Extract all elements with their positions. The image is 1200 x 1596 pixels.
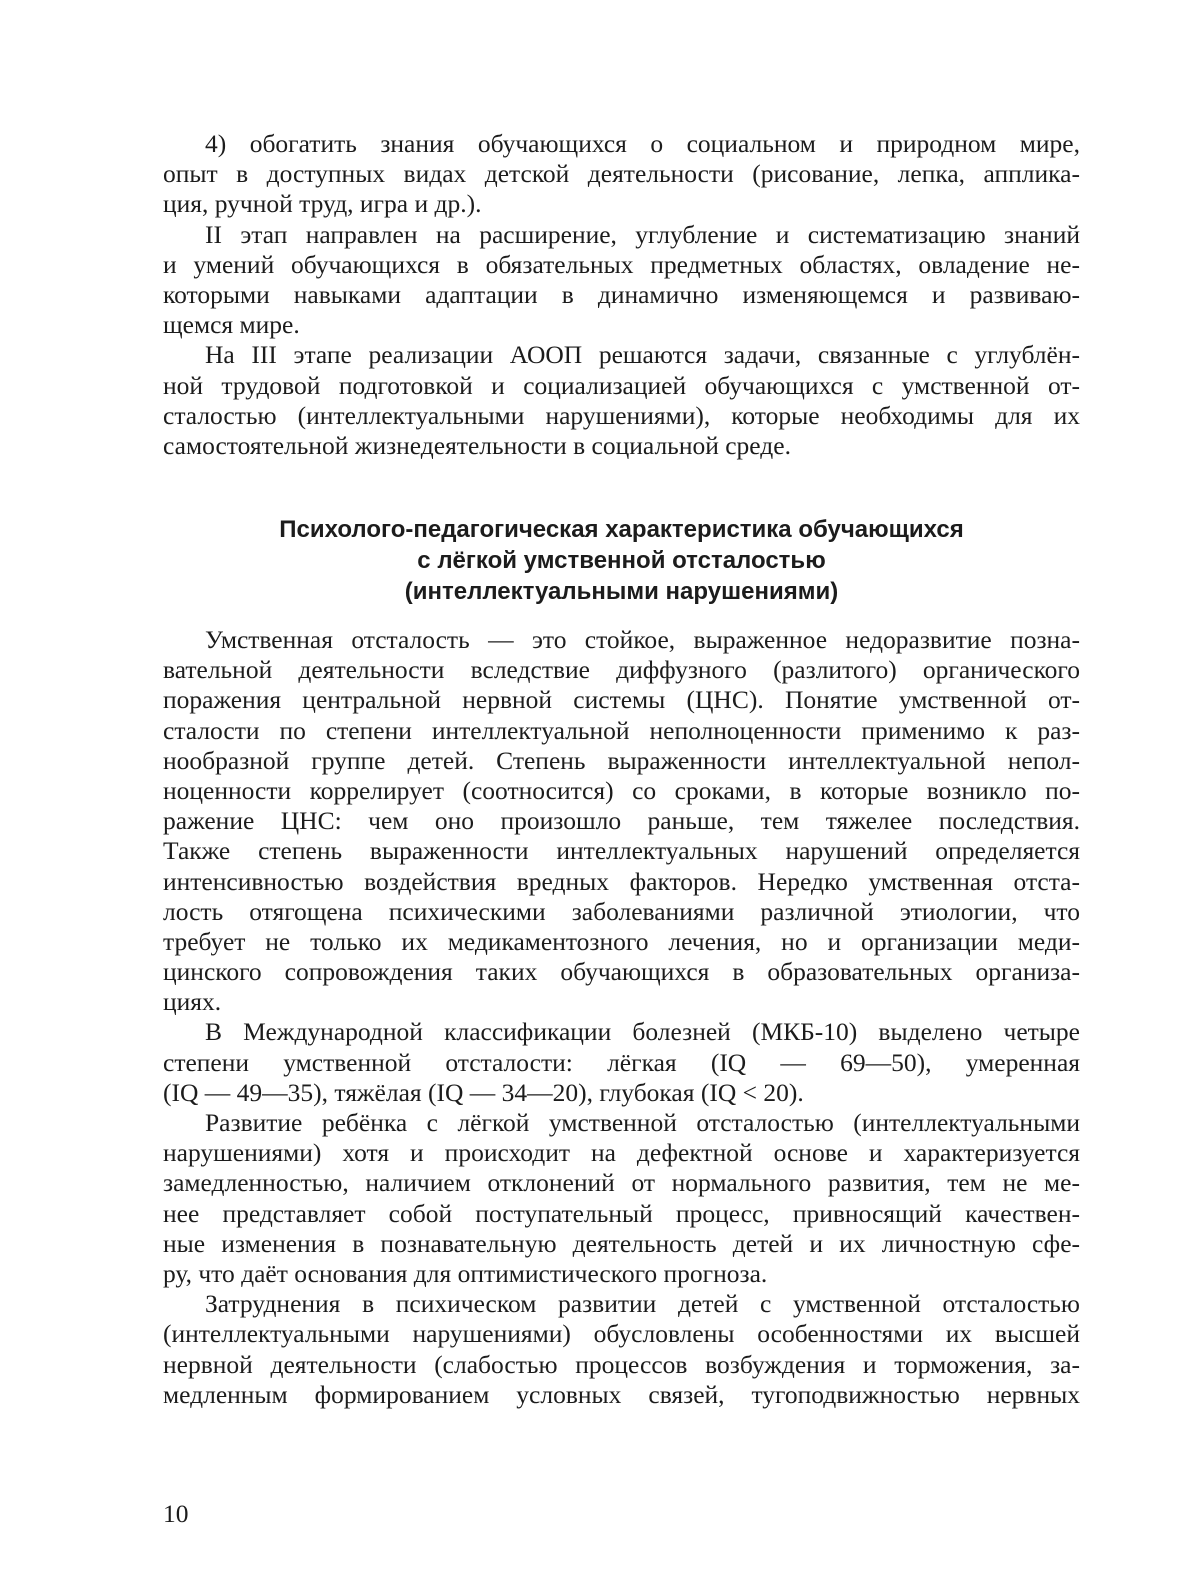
text-line: требует не только их медикаментозного лечения, но и организации меди- xyxy=(163,926,1080,956)
text-line: цинского сопровождения таких обучающихся в образовательных организа- xyxy=(163,957,1080,987)
text-line: которыми навыками адаптации в динамично изменяющемся и развиваю- xyxy=(163,279,1080,309)
heading-line: с лёгкой умственной отсталостью xyxy=(417,547,826,574)
text-line: нообразной группе детей. Степень выраженности интеллектуальной непол- xyxy=(163,745,1080,775)
paragraph xyxy=(163,129,1080,220)
text-line: ражение ЦНС: чем оно произошло раньше, тем тяжелее последствия. xyxy=(163,806,1080,836)
text-line: лость отягощена психическими заболеваниями различной этиологии, что xyxy=(163,896,1080,926)
text-line: Умственная отсталость — это стойкое, выраженное недоразвитие позна- xyxy=(205,625,1080,654)
section-heading xyxy=(163,514,1080,607)
paragraph xyxy=(163,340,1080,461)
text-line: нервной деятельности (слабостью процессов возбуждения и торможения, за- xyxy=(163,1349,1080,1379)
text-line: нарушениями) хотя и происходит на дефектной основе и характеризуется xyxy=(163,1138,1080,1168)
paragraph xyxy=(163,1289,1080,1410)
text-line: вательной деятельности вследствие диффузного (разлитого) органического xyxy=(163,655,1080,685)
text-line: самостоятельной жизнедеятельности в социальной среде. xyxy=(163,430,791,460)
text-line: Также степень выраженности интеллектуальных нарушений определяется xyxy=(163,836,1080,866)
heading-line: Психолого-педагогическая характеристика обучающихся xyxy=(279,516,964,543)
text-line: медленным формированием условных связей, тугоподвижностью нервных xyxy=(163,1379,1080,1409)
text-line: ной трудовой подготовкой и социализацией обучающихся с умственной от- xyxy=(163,370,1080,400)
paragraph xyxy=(163,1017,1080,1108)
text-line: ция, ручной труд, игра и др.). xyxy=(163,189,482,219)
text-line: сталости по степени интеллектуальной неполноценности применимо к раз- xyxy=(163,715,1080,745)
text-line: 4) обогатить знания обучающихся о социальном и природном мире, xyxy=(205,129,1080,158)
text-line: На III этапе реализации АООП решаются задачи, связанные с углублён- xyxy=(205,340,1080,370)
text-line: ноценности коррелирует (соотносится) со сроками, в которые возникло по- xyxy=(163,775,1080,805)
text-line: нее представляет собой поступательный процесс, привносящий качествен- xyxy=(163,1198,1080,1228)
heading-line: (интеллектуальными нарушениями) xyxy=(404,578,839,605)
body-text-after-heading xyxy=(163,625,1080,1410)
paragraph xyxy=(163,625,1080,1017)
text-line: ру, что даёт основания для оптимистического прогноза. xyxy=(163,1258,768,1288)
text-line: замедленностью, наличием отклонений от нормального развития, тем не ме- xyxy=(163,1168,1080,1198)
text-line: Затруднения в психическом развитии детей с умственной отсталостью xyxy=(205,1289,1080,1319)
text-line: (IQ — 49—35), тяжёлая (IQ — 34—20), глубокая (IQ < 20). xyxy=(163,1077,804,1107)
paragraph xyxy=(163,220,1080,341)
page-number: 10 xyxy=(163,1499,189,1528)
text-line: степени умственной отсталости: лёгкая (IQ — 69—50), умеренная xyxy=(163,1047,1080,1077)
text-line: Развитие ребёнка с лёгкой умственной отсталостью (интеллектуальными xyxy=(205,1108,1080,1137)
text-line: щемся мире. xyxy=(163,310,300,340)
text-line: II этап направлен на расширение, углубление и систематизацию знаний xyxy=(205,219,1080,249)
text-line: поражения центральной нервной системы (ЦНС). Понятие умственной от- xyxy=(163,685,1080,715)
body-text-before-heading xyxy=(163,129,1080,461)
paragraph xyxy=(163,1108,1080,1289)
text-line: В Международной классификации болезней (МКБ-10) выделено четыре xyxy=(205,1017,1080,1047)
text-line: и умений обучающихся в обязательных предметных областях, овладение не- xyxy=(163,249,1080,279)
text-line: (интеллектуальными нарушениями) обусловлены особенностями их высшей xyxy=(163,1319,1080,1349)
text-line: циях. xyxy=(163,987,222,1017)
text-line: ные изменения в познавательную деятельность детей и их личностную сфе- xyxy=(163,1228,1080,1258)
text-line: интенсивностью воздействия вредных факторов. Нередко умственная отста- xyxy=(163,866,1080,896)
text-line: сталостью (интеллектуальными нарушениями), которые необходимы для их xyxy=(163,400,1080,430)
text-line: опыт в доступных видах детской деятельности (рисование, лепка, апплика- xyxy=(163,159,1080,189)
